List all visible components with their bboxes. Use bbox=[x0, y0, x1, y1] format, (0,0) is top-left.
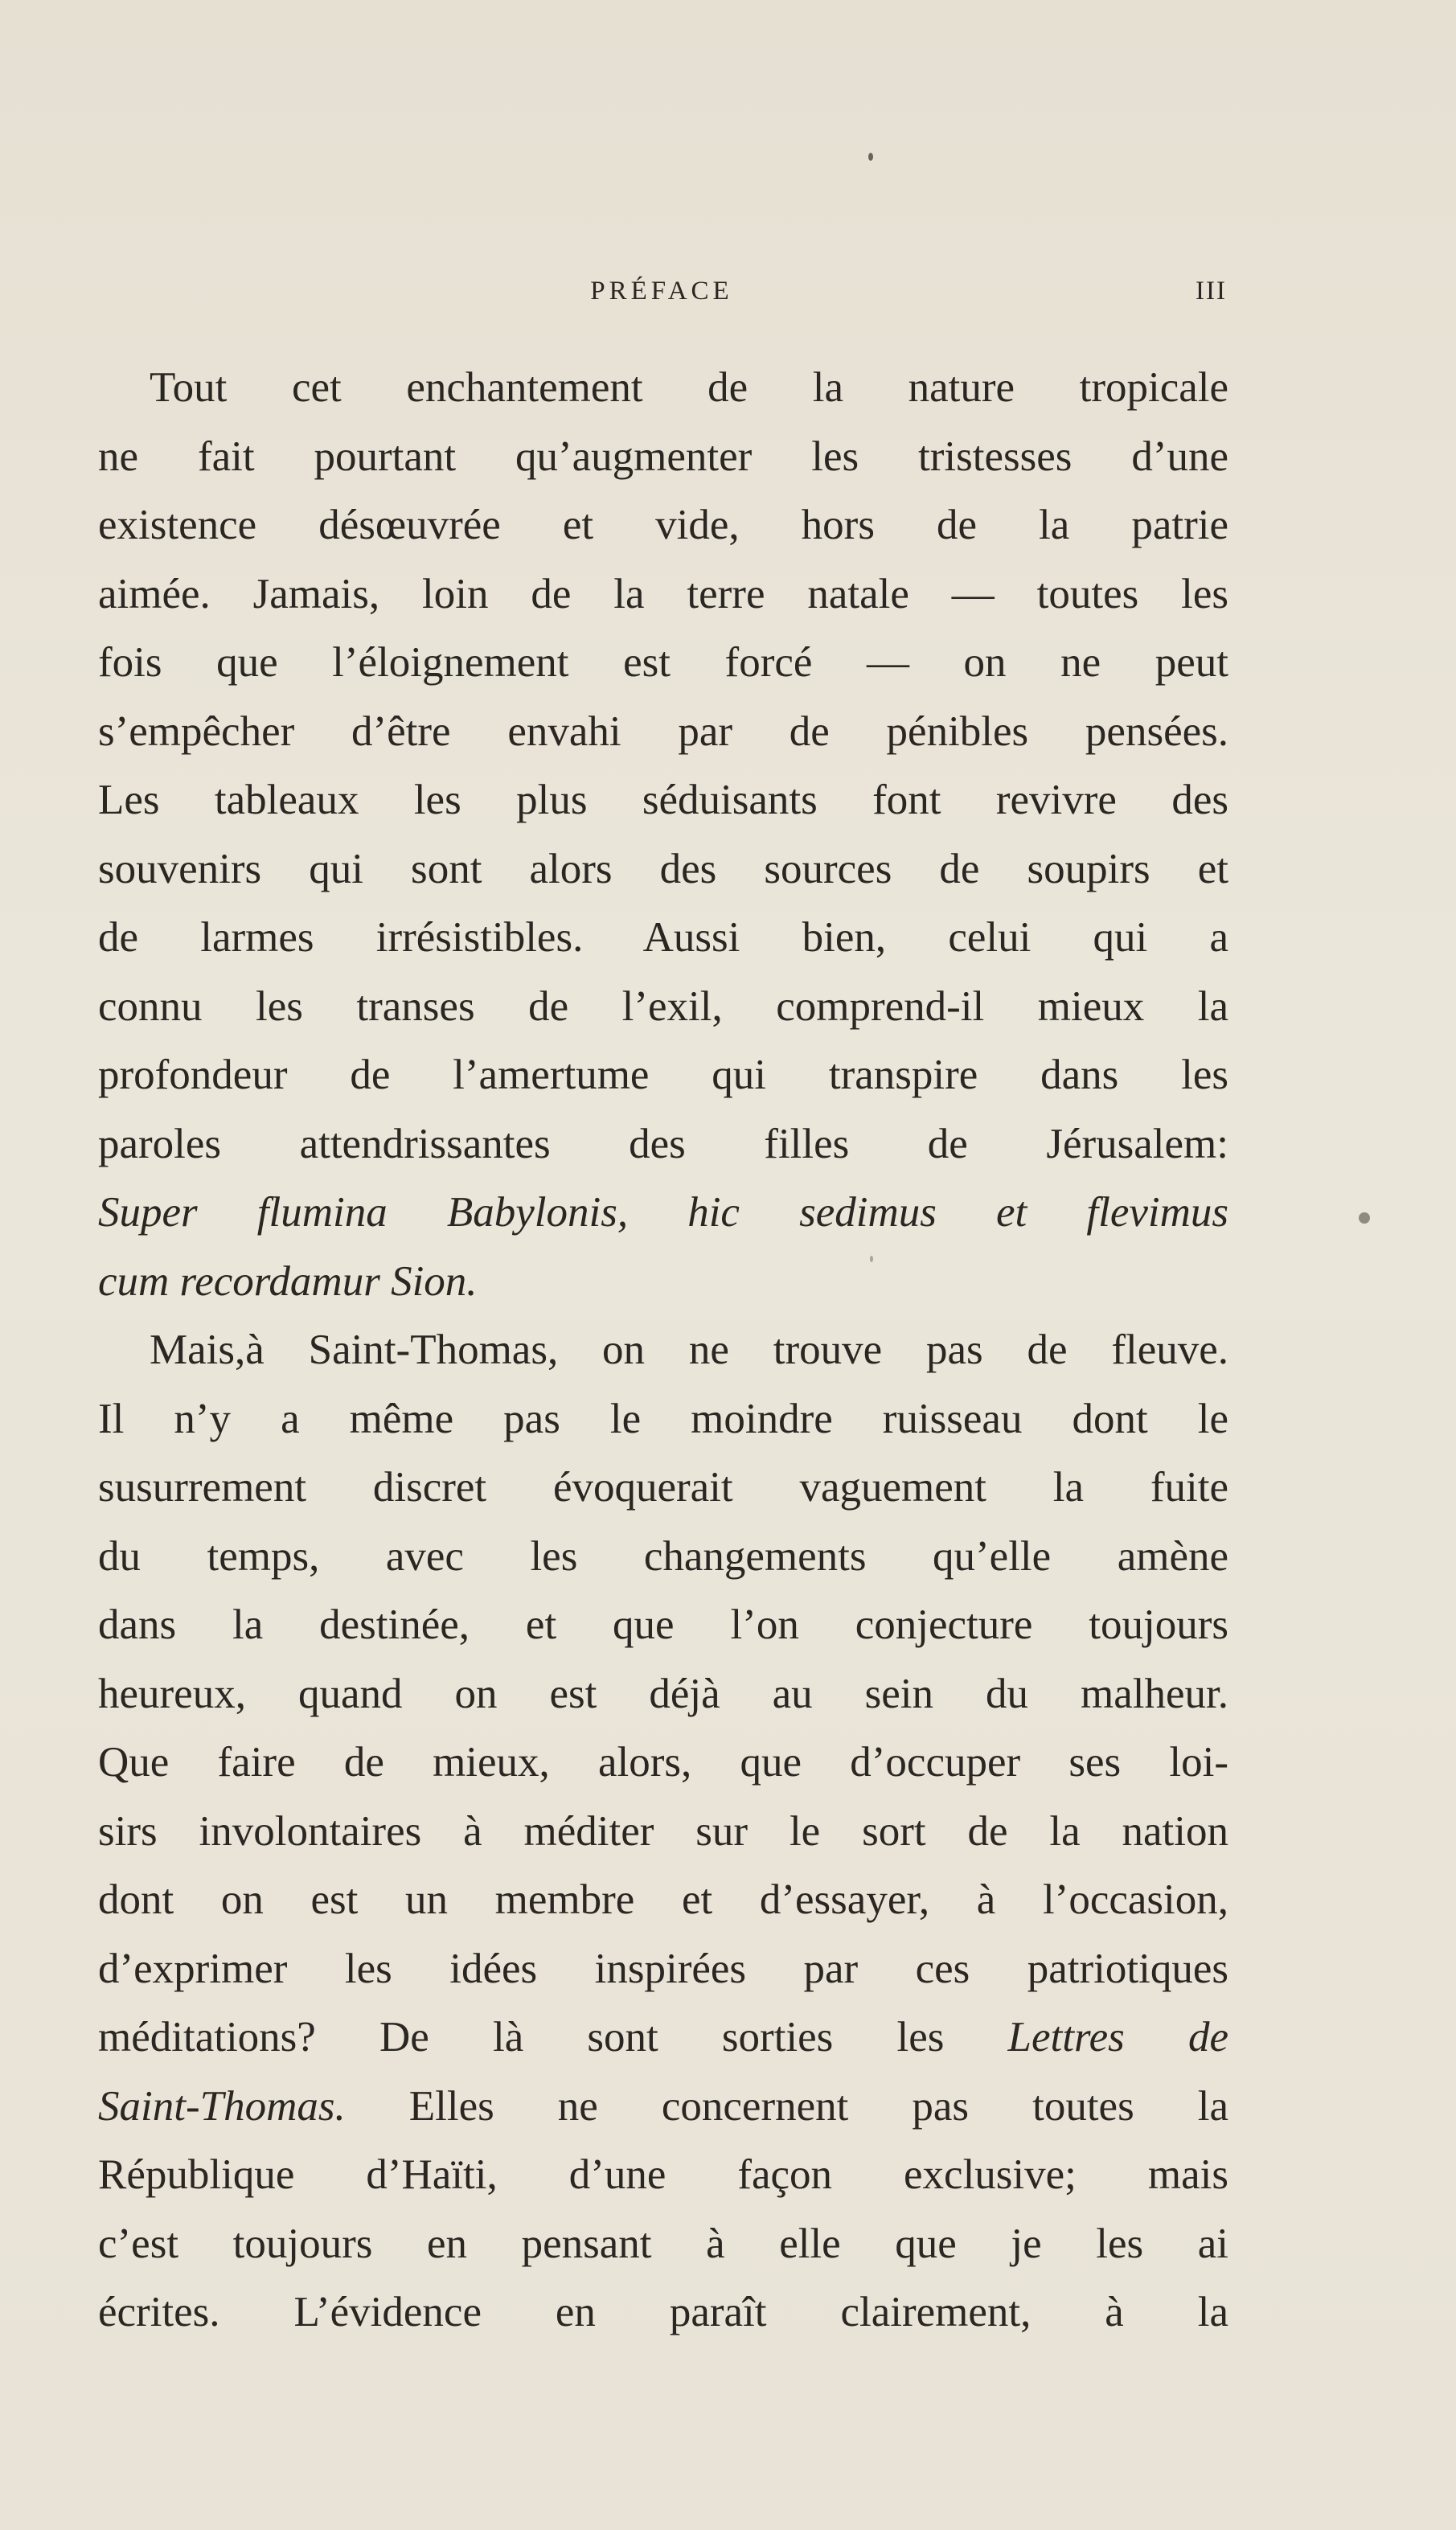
text-line: s’empêcher d’être envahi par de pénibles pensées. bbox=[98, 707, 1228, 755]
text-line bbox=[98, 2003, 1228, 2073]
ink-speck bbox=[1359, 1212, 1370, 1224]
text-line: République d’Haïti, d’une façon exclusive; mais bbox=[98, 2151, 1228, 2198]
text-line: d’exprimer les idées inspirées par ces patriotiques bbox=[98, 1945, 1228, 1992]
ink-speck bbox=[870, 1256, 873, 1262]
text-line: profondeur de l’amertume qui transpire dans les bbox=[98, 1052, 1228, 1098]
text-line: Que faire de mieux, alors, que d’occuper ses loi- bbox=[98, 1739, 1228, 1786]
text-line: fois que l’éloignement est forcé — on ne peut bbox=[98, 639, 1228, 686]
text-line: Il n’y a même pas le moindre ruisseau dont le bbox=[98, 1395, 1228, 1442]
body-text bbox=[98, 354, 1228, 2348]
text-line: dans la destinée, et que l’on conjecture toujours bbox=[98, 1601, 1228, 1648]
text-segment: méditations? De là sont sorties les bbox=[98, 2014, 1008, 2060]
text-line: connu les transes de l’exil, comprend-il mieux la bbox=[98, 982, 1228, 1030]
text-line: Les tableaux les plus séduisants font revivre des bbox=[98, 777, 1228, 823]
text-line: du temps, avec les changements qu’elle amène bbox=[98, 1532, 1228, 1580]
text-line: c’est toujours en pensant à elle que je les ai bbox=[98, 2220, 1228, 2267]
text-line: susurrement discret évoquerait vaguement la fuite bbox=[98, 1464, 1228, 1511]
text-line: écrites. L’évidence en paraît clairement, à la bbox=[98, 2289, 1228, 2335]
page-number: III bbox=[1196, 277, 1227, 305]
text-line: de larmes irrésistibles. Aussi bien, celui qui a bbox=[98, 914, 1228, 961]
text-line: aimée. Jamais, loin de la terre natale — toutes les bbox=[98, 570, 1228, 617]
text-line: Mais,à Saint-Thomas, on ne trouve pas de fleuve. bbox=[150, 1327, 1228, 1373]
text-line: Tout cet enchantement de la nature tropicale bbox=[150, 364, 1228, 411]
latin-quote-line: cum recordamur Sion. bbox=[98, 1257, 478, 1305]
text-line: sirs involontaires à méditer sur le sort de la nation bbox=[98, 1807, 1228, 1855]
latin-quote-line: Super flumina Babylonis, hic sedimus et flevimus bbox=[98, 1189, 1228, 1236]
text-segment: Elles ne concernent pas toutes la bbox=[345, 2082, 1228, 2130]
book-title-segment: Saint-Thomas. bbox=[98, 2082, 346, 2130]
book-title-segment: Lettres de bbox=[1007, 2014, 1228, 2060]
page-header bbox=[96, 272, 1227, 312]
text-line: paroles attendrissantes des filles de Jérusalem: bbox=[98, 1120, 1228, 1167]
text-line: ne fait pourtant qu’augmenter les tristesses d’une bbox=[98, 433, 1228, 480]
text-line: existence désœuvrée et vide, hors de la patrie bbox=[98, 502, 1228, 548]
text-line: heureux, quand on est déjà au sein du malheur. bbox=[98, 1670, 1228, 1717]
text-line: dont on est un membre et d’essayer, à l’occasion, bbox=[98, 1876, 1228, 1923]
ink-speck bbox=[868, 153, 873, 161]
text-line bbox=[98, 2073, 1228, 2142]
text-line: souvenirs qui sont alors des sources de soupirs et bbox=[98, 845, 1228, 892]
running-title: PRÉFACE bbox=[590, 277, 733, 305]
